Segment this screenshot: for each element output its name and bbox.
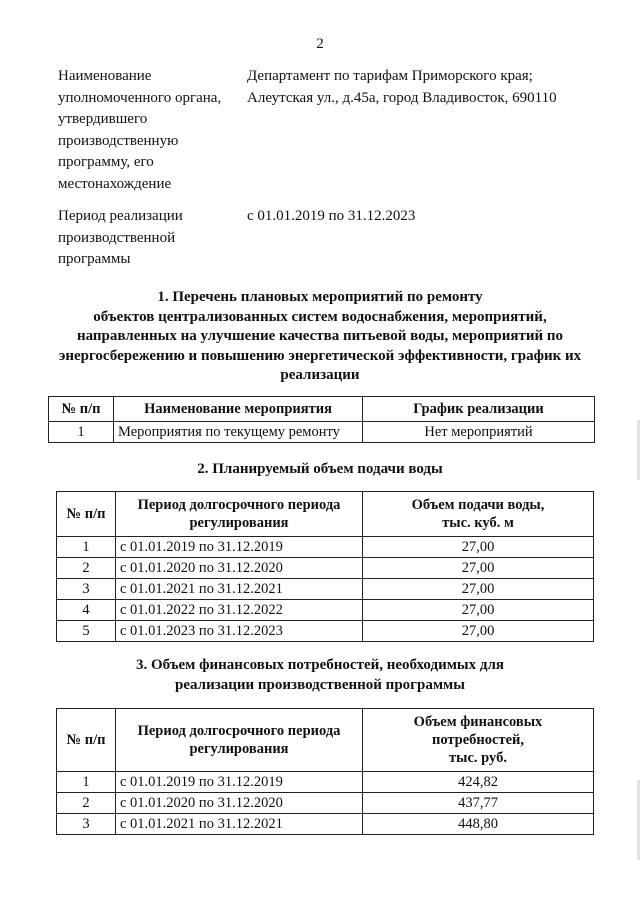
authority-value	[247, 66, 557, 109]
table-row	[57, 814, 594, 835]
section1-title-line: энергосбережению и повышению энергетической эффективности, график их	[58, 347, 582, 364]
table-header-row	[57, 709, 594, 772]
table-row	[49, 422, 595, 443]
row-num: 1	[49, 422, 114, 443]
section3-title-line: реализации производственной программы	[175, 676, 465, 693]
row-volume: 27,00	[363, 558, 594, 579]
header-line: Объем финансовых	[413, 714, 543, 730]
header-line: Объем подачи воды,	[411, 497, 545, 513]
col-num-header: № п/п	[49, 397, 114, 422]
section3-title-line: 3. Объем финансовых потребностей, необходимых для	[135, 657, 505, 673]
row-num: 3	[57, 579, 116, 600]
header-line: регулирования	[189, 515, 289, 531]
row-volume: 27,00	[363, 600, 594, 621]
section2-title-line: 2. Планируемый объем подачи воды	[197, 461, 443, 477]
section1-title-line: реализации	[280, 367, 360, 383]
row-num: 4	[57, 600, 116, 621]
table-row	[57, 579, 594, 600]
table-header-row	[49, 397, 595, 422]
col-num-header: № п/п	[57, 709, 116, 772]
row-period: с 01.01.2019 по 31.12.2019	[116, 537, 363, 558]
table-row	[57, 600, 594, 621]
section1-title-line: направленных на улучшение качества питьевой воды, мероприятий по	[76, 328, 564, 344]
col-finance-header	[363, 709, 594, 772]
period-value: с 01.01.2019 по 31.12.2023	[247, 208, 416, 224]
row-num: 1	[57, 537, 116, 558]
authority-label	[58, 66, 221, 195]
authority-label-line: местонахождение	[58, 175, 172, 192]
finance-table	[56, 708, 594, 835]
col-period-header	[116, 709, 363, 772]
authority-label-line: уполномоченного органа,	[58, 89, 222, 106]
section1-title	[40, 288, 600, 386]
header-line: потребностей,	[431, 732, 525, 748]
row-period: с 01.01.2021 по 31.12.2021	[116, 814, 363, 835]
row-period: с 01.01.2021 по 31.12.2021	[116, 579, 363, 600]
authority-label-line: утвердившего	[58, 111, 148, 127]
row-period: с 01.01.2020 по 31.12.2020	[116, 558, 363, 579]
period-label-line: программы	[58, 251, 131, 267]
row-volume: 27,00	[363, 579, 594, 600]
section1-title-line: объектов централизованных систем водоснабжения, мероприятий,	[93, 308, 547, 325]
authority-label-line: производственную	[58, 132, 179, 149]
authority-label-line: программу, его	[58, 154, 154, 170]
table-row	[57, 558, 594, 579]
col-activity-header: Наименование мероприятия	[114, 397, 363, 422]
period-label-line: Период реализации	[58, 208, 183, 224]
table-row	[57, 793, 594, 814]
section3-title	[40, 656, 600, 695]
row-num: 2	[57, 793, 116, 814]
header-line: тыс. куб. м	[442, 515, 514, 531]
row-period: с 01.01.2023 по 31.12.2023	[116, 621, 363, 642]
header-line: Период долгосрочного периода	[137, 723, 341, 739]
table-header-row	[57, 492, 594, 537]
row-finance: 424,82	[363, 772, 594, 793]
header-line: Период долгосрочного периода	[137, 497, 341, 513]
row-volume: 27,00	[363, 537, 594, 558]
row-finance: 437,77	[363, 793, 594, 814]
col-volume-header	[363, 492, 594, 537]
row-volume: 27,00	[363, 621, 594, 642]
authority-value-line: Департамент по тарифам Приморского края;	[247, 68, 533, 84]
header-line: регулирования	[189, 741, 289, 757]
table-row	[57, 621, 594, 642]
row-num: 2	[57, 558, 116, 579]
authority-label-line: Наименование	[58, 68, 152, 84]
activities-table	[48, 396, 595, 443]
section2-title	[40, 460, 600, 480]
authority-value-line: Алеутская ул., д.45а, город Владивосток, 690110	[247, 89, 557, 106]
row-num: 1	[57, 772, 116, 793]
row-finance: 448,80	[363, 814, 594, 835]
row-period: с 01.01.2020 по 31.12.2020	[116, 793, 363, 814]
page-number: 2	[316, 36, 324, 52]
header-line: тыс. руб.	[449, 750, 507, 766]
row-num: 5	[57, 621, 116, 642]
period-label-line: производственной	[58, 229, 176, 246]
row-activity: Мероприятия по текущему ремонту	[114, 422, 363, 443]
col-schedule-header: График реализации	[363, 397, 595, 422]
row-num: 3	[57, 814, 116, 835]
table-row	[57, 772, 594, 793]
row-schedule: Нет мероприятий	[363, 422, 595, 443]
section1-title-line: 1. Перечень плановых мероприятий по ремонту	[157, 289, 483, 305]
col-period-header	[116, 492, 363, 537]
water-volume-table	[56, 491, 594, 642]
row-period: с 01.01.2022 по 31.12.2022	[116, 600, 363, 621]
row-period: с 01.01.2019 по 31.12.2019	[116, 772, 363, 793]
period-label	[58, 206, 183, 271]
col-num-header: № п/п	[57, 492, 116, 537]
table-row	[57, 537, 594, 558]
